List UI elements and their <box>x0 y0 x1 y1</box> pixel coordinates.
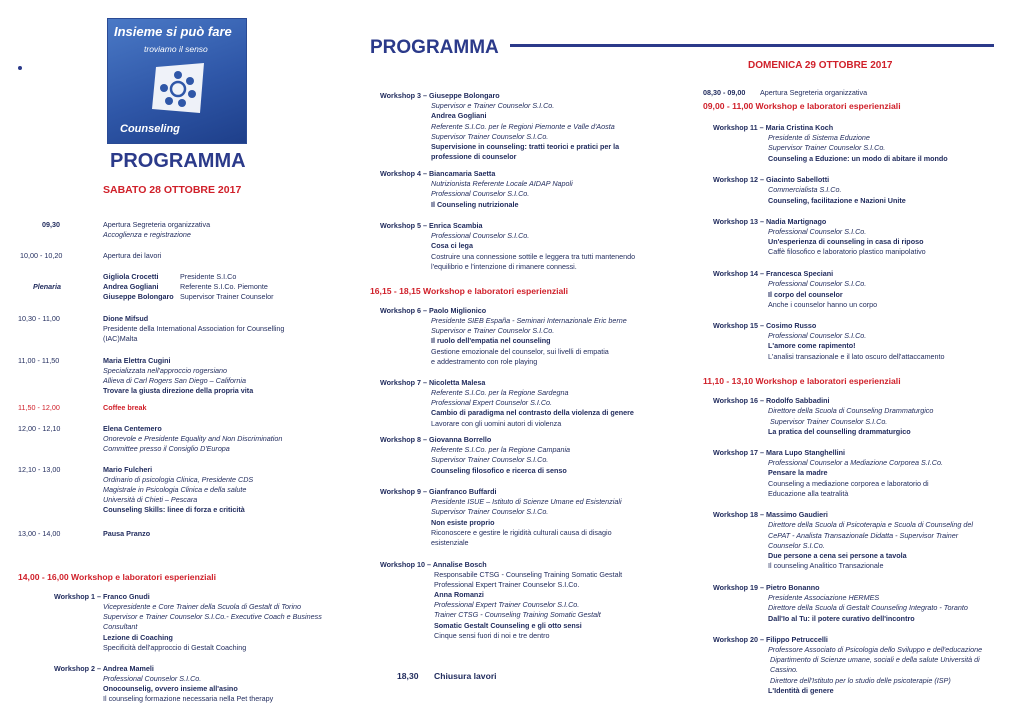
col2-line: Professional Counselor S.I.Co. <box>431 189 530 198</box>
col2-line: Il Counseling nutrizionale <box>431 200 519 209</box>
col1-line: Referente S.I.Co. Piemonte <box>180 282 268 291</box>
col3-line: 08,30 - 09,00 <box>703 88 746 97</box>
col2-line: Referente S.I.Co. per le Regioni Piemonte e Valle d'Aosta <box>431 122 615 131</box>
col1-line: 10,00 - 10,20 <box>20 251 63 260</box>
col3-line: Professore Associato di Psicologia dello Sviluppo e dell'educazione <box>768 645 983 654</box>
col1-line: 14,00 - 16,00 Workshop e laboratori esperienziali <box>18 572 217 582</box>
saturday-date: SABATO 28 OTTOBRE 2017 <box>103 184 242 196</box>
col2-line: Workshop 8 – Giovanna Borrello <box>380 435 492 444</box>
col2-line: Cosa ci lega <box>431 241 473 250</box>
col1-line: Presidente della International Association for Counselling <box>103 324 285 333</box>
bullet-dot <box>18 66 22 70</box>
col2-line: Nutrizionista Referente Locale AIDAP Napoli <box>431 179 573 188</box>
col2-line: Cinque sensi fuori di noi e tre dentro <box>434 631 550 640</box>
col3-line: Presidente Associazione HERMES <box>768 593 880 602</box>
col3-line: Due persone a cena sei persone a tavola <box>768 551 907 560</box>
col2-line: Somatic Gestalt Counseling e gli otto sensi <box>434 621 582 630</box>
col2-line: Supervisor e Trainer Counselor S.I.Co. <box>431 326 555 335</box>
col3-line: Workshop 16 – Rodolfo Sabbadini <box>713 396 830 405</box>
col1-line: Dione Mifsud <box>103 314 149 323</box>
col3-line: L'analisi transazionale e il lato oscuro dell'attaccamento <box>768 352 945 361</box>
col3-line: Workshop 17 – Mara Lupo Stanghellini <box>713 448 846 457</box>
col3-line: Workshop 11 – Maria Cristina Koch <box>713 123 834 132</box>
col3-line: Apertura Segreteria organizzativa <box>760 88 868 97</box>
col3-line: Professional Counselor S.I.Co. <box>768 331 867 340</box>
people-circle-icon <box>148 61 208 117</box>
col3-line: Il counseling Analitico Transazionale <box>768 561 884 570</box>
col2-line: Workshop 9 – Gianfranco Buffardi <box>380 487 497 496</box>
col1-line: Presidente S.I.Co <box>180 272 237 281</box>
col1-line: Ordinario di psicologia Clinica, Presidente CDS <box>103 475 254 484</box>
col3-line: Workshop 14 – Francesca Speciani <box>713 269 834 278</box>
col2-line: Workshop 7 – Nicoletta Malesa <box>380 378 486 387</box>
col3-line: Workshop 20 – Filippo Petruccelli <box>713 635 828 644</box>
col3-line: Professional Counselor S.I.Co. <box>768 227 867 236</box>
col1-line: 12,10 - 13,00 <box>18 465 61 474</box>
col1-line: Mario Fulcheri <box>103 465 153 474</box>
col1-line: Vicepresidente e Core Trainer della Scuola di Gestalt di Torino <box>103 602 302 611</box>
col1-line: Specificità dell'approccio di Gestalt Coaching <box>103 643 247 652</box>
col3-line: Supervisor Trainer Counselor S.I.Co. <box>770 417 888 426</box>
col2-line: l'equilibrio e l'intenzione di rimanere connessi. <box>431 262 577 271</box>
col2-line: Trainer CTSG - Counseling Training Somatic Gestalt <box>434 610 601 619</box>
col3-line: Direttore della Scuola di Counseling Drammaturgico <box>768 406 934 415</box>
col1-line: Onocounselig, ovvero insieme all'asino <box>103 684 238 693</box>
col2-line: Workshop 3 – Giuseppe Bolongaro <box>380 91 500 100</box>
col2-line: esistenziale <box>431 538 469 547</box>
col3-line: Counseling a Eduzione: un modo di abitare il mondo <box>768 154 948 163</box>
col3-line: Workshop 13 – Nadia Martignago <box>713 217 827 226</box>
col3-line: Dall'Io al Tu: il potere curativo dell'incontro <box>768 614 915 623</box>
col2-line: Referente S.I.Co. per la Regione Campania <box>431 445 571 454</box>
col1-line: Specializzata nell'approccio rogersiano <box>103 366 228 375</box>
col2-line: Referente S.I.Co. per la Regione Sardegna <box>431 388 569 397</box>
col3-line: Workshop 12 – Giacinto Sabellotti <box>713 175 830 184</box>
col1-line: 12,00 - 12,10 <box>18 424 61 433</box>
col1-line: Onorevole e Presidente Equality and Non Discrimination <box>103 434 283 443</box>
col2-line: Costruire una connessione sottile e leggera tra tutti mantenendo <box>431 252 636 261</box>
col1-line: 11,00 - 11,50 <box>18 356 60 365</box>
col2-line: Anna Romanzi <box>434 590 484 599</box>
col1-line: Andrea Gogliani <box>103 282 159 291</box>
col1-line: Maria Elettra Cugini <box>103 356 171 365</box>
col1-line: Pausa Pranzo <box>103 529 151 538</box>
col3-line: Counselor S.I.Co. <box>768 541 825 550</box>
col3-line: Professional Counselor S.I.Co. <box>768 279 867 288</box>
left-programma-title: PROGRAMMA <box>110 150 246 172</box>
col1-line: 11,50 - 12,00 <box>18 403 60 412</box>
col1-line: Elena Centemero <box>103 424 162 433</box>
center-programma-title: PROGRAMMA <box>370 37 499 58</box>
col1-line: Workshop 1 – Franco Gnudi <box>54 592 150 601</box>
col1-line: Supervisor Trainer Counselor <box>180 292 274 301</box>
counseling-logo <box>107 18 247 144</box>
col2-line: Supervisor Trainer Counselor S.I.Co. <box>431 455 549 464</box>
col2-line: Supervisor e Trainer Counselor S.I.Co. <box>431 101 555 110</box>
col1-line: Giuseppe Bolongaro <box>103 292 174 301</box>
col3-line: Un'esperienza di counseling in casa di riposo <box>768 237 924 246</box>
col2-line: Counseling filosofico e ricerca di senso <box>431 466 567 475</box>
col2-line: Supervisione in counseling: tratti teorici e pratici per la <box>431 142 620 151</box>
col2-line: Non esiste proprio <box>431 518 495 527</box>
col1-line: Workshop 2 – Andrea Mameli <box>54 664 154 673</box>
col2-line: Professional Expert Trainer Counselor S.I.Co. <box>434 600 580 609</box>
col3-line: Direttore della Scuola di Psicoterapia e Scuola di Counseling del <box>768 520 973 529</box>
col3-line: Educazione alla teatralità <box>768 489 849 498</box>
logo-subtitle: troviamo il senso <box>144 44 208 54</box>
col3-line: Supervisor Trainer Counselor S.I.Co. <box>768 143 886 152</box>
col3-line: CePAT - Analista Transazionale Didatta - Supervisor Trainer <box>768 531 959 540</box>
col1-line: Apertura dei lavori <box>103 251 162 260</box>
col2-line: Professional Counselor S.I.Co. <box>431 231 530 240</box>
col2-line: e addestramento con role playing <box>431 357 538 366</box>
col1-line: Gigliola Crocetti <box>103 272 159 281</box>
title-rule <box>510 44 994 47</box>
col2-line: Supervisor Trainer Counselor S.I.Co. <box>431 507 549 516</box>
col1-line: Trovare la giusta direzione della propria vita <box>103 386 254 395</box>
col3-line: Caffè filosofico e laboratorio plastico manipolativo <box>768 247 926 256</box>
col1-line: Il counseling formazione necessaria nella Pet therapy <box>103 694 274 703</box>
col1-line: Supervisor e Trainer Counselor S.I.Co.- Executive Coach e Business <box>103 612 322 621</box>
col2-line: Professional Expert Trainer Counselor S.I.Co. <box>434 580 580 589</box>
col1-line: 10,30 - 11,00 <box>18 314 60 323</box>
col2-line: Riconoscere e gestire le rigidità culturali causa di disagio <box>431 528 612 537</box>
col2-line: Supervisor Trainer Counselor S.I.Co. <box>431 132 549 141</box>
col2-line: Workshop 10 – Annalise Bosch <box>380 560 487 569</box>
col2-line: Workshop 6 – Paolo Miglionico <box>380 306 487 315</box>
col1-line: Professional Counselor S.I.Co. <box>103 674 202 683</box>
col3-line: Professional Counselor a Mediazione Corporea S.I.Co. <box>768 458 943 467</box>
col3-line: Cassino. <box>770 665 798 674</box>
sunday-date: DOMENICA 29 OTTOBRE 2017 <box>748 60 893 71</box>
col3-line: 11,10 - 13,10 Workshop e laboratori esperienziali <box>703 376 901 386</box>
col3-line: Anche i counselor hanno un corpo <box>768 300 878 309</box>
col2-line: Chiusura lavori <box>434 671 497 681</box>
col1-line: Plenaria <box>33 282 61 291</box>
col3-line: Il corpo del counselor <box>768 290 843 299</box>
col1-line: Consultant <box>103 622 138 631</box>
col3-line: Workshop 15 – Cosimo Russo <box>713 321 817 330</box>
col3-line: 09,00 - 11,00 Workshop e laboratori esperienziali <box>703 101 901 111</box>
col3-line: Counseling a mediazione corporea e laboratorio di <box>768 479 929 488</box>
col1-line: Coffee break <box>103 403 147 412</box>
col2-line: Il ruolo dell'empatia nel counseling <box>431 336 551 345</box>
col1-line: Magistrale in Psicologia Clinica e della salute <box>103 485 247 494</box>
col2-line: Lavorare con gli uomini autori di violenza <box>431 419 562 428</box>
col2-line: Professional Expert Counselor S.I.Co. <box>431 398 553 407</box>
col2-line: Presidente SIEB España - Seminari Internazionale Eric berne <box>431 316 627 325</box>
col1-line: Università di Chieti – Pescara <box>103 495 198 504</box>
col1-line: Counseling Skills: linee di forza e criticità <box>103 505 245 514</box>
col1-line: Accoglienza e registrazione <box>103 230 191 239</box>
col2-line: Andrea Gogliani <box>431 111 487 120</box>
col2-line: 18,30 <box>397 671 419 681</box>
col3-line: Pensare la madre <box>768 468 828 477</box>
logo-title: Insieme si può fare <box>114 24 232 39</box>
col1-line: 09,30 <box>42 220 60 229</box>
col3-line: Workshop 19 – Pietro Bonanno <box>713 583 820 592</box>
col1-line: (IAC)Malta <box>103 334 138 343</box>
col2-line: Responsabile CTSG - Counseling Training Somatic Gestalt <box>434 570 623 579</box>
col3-line: L'Identità di genere <box>768 686 834 695</box>
logo-counseling: Counseling <box>120 123 180 135</box>
col1-line: Allieva di Carl Rogers San Diego – California <box>103 376 247 385</box>
col2-line: Gestione emozionale del counselor, sui livelli di empatia <box>431 347 609 356</box>
col3-line: L'amore come rapimento! <box>768 341 856 350</box>
col1-line: Apertura Segreteria organizzativa <box>103 220 211 229</box>
col2-line: 16,15 - 18,15 Workshop e laboratori esperienziali <box>370 286 569 296</box>
col2-line: professione di counselor <box>431 152 517 161</box>
col2-line: Workshop 5 – Enrica Scambia <box>380 221 483 230</box>
col1-line: Committee presso il Consiglio D'Europa <box>103 444 230 453</box>
col3-line: La pratica del counselling drammaturgico <box>768 427 911 436</box>
col3-line: Direttore della Scuola di Gestalt Counseling Integrato - Toranto <box>768 603 968 612</box>
col1-line: Lezione di Coaching <box>103 633 173 642</box>
col2-line: Workshop 4 – Biancamaria Saetta <box>380 169 496 178</box>
col2-line: Presidente ISUE – Istituto di Scienze Umane ed Esistenziali <box>431 497 622 506</box>
col3-line: Counseling, facilitazione e Nazioni Unite <box>768 196 906 205</box>
col3-line: Commercialista S.I.Co. <box>768 185 842 194</box>
col3-line: Presidente di Sistema Eduzione <box>768 133 870 142</box>
col2-line: Cambio di paradigma nel contrasto della violenza di genere <box>431 408 634 417</box>
col3-line: Direttore dell'Istituto per lo studio delle psicoterapie (ISP) <box>770 676 951 685</box>
col1-line: 13,00 - 14,00 <box>18 529 61 538</box>
col3-line: Dipartimento di Scienze umane, sociali e della salute Università di <box>770 655 980 664</box>
col3-line: Workshop 18 – Massimo Gaudieri <box>713 510 828 519</box>
